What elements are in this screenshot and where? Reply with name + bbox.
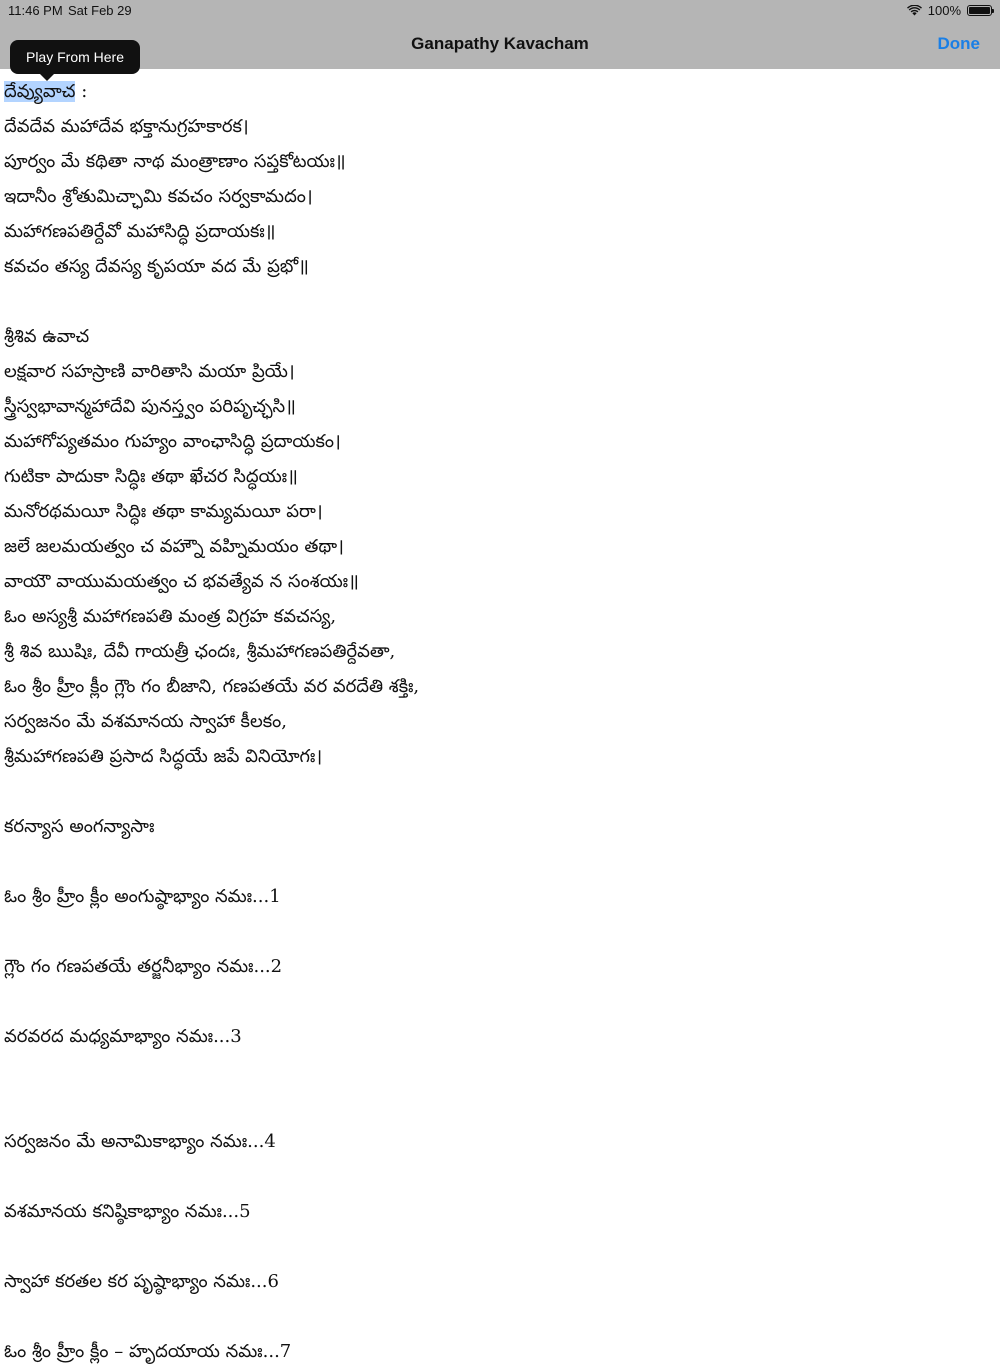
play-from-here-menu[interactable] — [10, 40, 140, 74]
text-line — [4, 1229, 994, 1264]
wifi-icon — [907, 5, 922, 16]
navigation-bar — [0, 0, 1000, 69]
text-line — [4, 1299, 994, 1334]
text-line: వరవరద మధ్యమాభ్యాం నమః...3 — [4, 1026, 242, 1047]
text-line: పూర్వం మే కథితా నాథ మంత్రాణాం సప్తకోటయః॥ — [4, 151, 346, 172]
text-line: లక్షవార సహస్రాణి వారితాసి మయా ప్రియే। — [4, 361, 295, 382]
text-line — [4, 914, 994, 949]
text-line — [4, 1054, 994, 1089]
text-line: శ్రీమహాగణపతి ప్రసాద సిద్ధయే జపే వినియోగః। — [4, 746, 323, 767]
text-line: కరన్యాస అంగన్యాసాః — [4, 816, 155, 837]
text-line: జలే జలమయత్వం చ వహ్నౌ వహ్నిమయం తథా। — [4, 536, 344, 557]
play-from-here-label[interactable]: Play From Here — [25, 49, 125, 65]
text-line: ఓం శ్రీం హ్రీం క్లీం – హృదయాయ నమః...7 — [4, 1341, 292, 1362]
text-line: సర్వజనం మే అనామికాభ్యాం నమః...4 — [4, 1131, 276, 1152]
status-time: 11:46 PM — [8, 3, 63, 18]
text-line: మహాగణపతిర్దేవో మహాసిద్ధి ప్రదాయకః॥ — [4, 221, 276, 242]
text-line — [4, 844, 994, 879]
text-line: స్వాహా కరతల కర పృష్ఠాభ్యాం నమః...6 — [4, 1271, 279, 1292]
battery-percent: 100% — [927, 3, 961, 18]
heading-colon: : — [75, 81, 88, 102]
text-line — [4, 1159, 994, 1194]
text-line: ఓం శ్రీం హ్రీం క్లీం అంగుష్ఠాభ్యాం నమః...1 — [4, 886, 281, 907]
status-right — [907, 3, 992, 18]
text-line: గుటికా పాదుకా సిద్ధిః తథా ఖేచర సిద్ధయః॥ — [4, 466, 298, 487]
battery-icon — [967, 5, 992, 16]
text-line: ఇదానీం శ్రోతుమిచ్ఛామి కవచం సర్వకామదం। — [4, 186, 313, 207]
text-line — [4, 284, 994, 319]
done-button[interactable]: Done — [937, 34, 980, 53]
text-line — [4, 1089, 994, 1124]
status-bar — [0, 0, 1000, 22]
status-date: Sat Feb 29 — [68, 3, 132, 18]
text-line: కవచం తస్య దేవస్య కృపయా వద మే ప్రభో॥ — [4, 256, 309, 277]
text-line: వాయౌ వాయుమయత్వం చ భవత్యేవ న సంశయః॥ — [4, 571, 359, 592]
text-line-heading — [4, 74, 994, 109]
text-line: స్త్రీస్వభావాన్మహాదేవి పునస్త్వం పరిపృచ్ఛసి॥ — [4, 396, 296, 417]
text-line: సర్వజనం మే వశమానయ స్వాహా కీలకం, — [4, 711, 287, 732]
text-line: మనోరథమయీ సిద్ధిః తథా కామ్యమయీ పరా। — [4, 501, 323, 522]
text-line: ఓం శ్రీం హ్రీం క్లీం గ్లౌం గం బీజాని, గణపతయే వర వరదేతి శక్తిః, — [4, 676, 420, 697]
text-body — [4, 74, 994, 1369]
page-title: Ganapathy Kavacham — [411, 34, 589, 53]
text-line — [4, 774, 994, 809]
text-line: శ్రీ శివ ఋషిః, దేవీ గాయత్రీ ఛందః, శ్రీమహాగణపతిర్దేవతా, — [4, 641, 396, 662]
text-line: ఓం అస్యశ్రీ మహాగణపతి మంత్ర విగ్రహ కవచస్య, — [4, 606, 337, 627]
text-line: వశమానయ కనిష్ఠికాభ్యాం నమః...5 — [4, 1201, 251, 1222]
text-line: మహాగోప్యతమం గుహ్యం వాంఛాసిద్ధి ప్రదాయకం। — [4, 431, 341, 452]
text-line: గ్లౌం గం గణపతయే తర్జనీభ్యాం నమః...2 — [4, 956, 283, 977]
selected-text[interactable]: దేవ్యువాచ — [4, 81, 76, 102]
text-line: దేవదేవ మహాదేవ భక్తానుగ్రహకారక। — [4, 116, 249, 137]
text-line — [4, 984, 994, 1019]
text-line: శ్రీశివ ఉవాచ — [4, 326, 90, 347]
